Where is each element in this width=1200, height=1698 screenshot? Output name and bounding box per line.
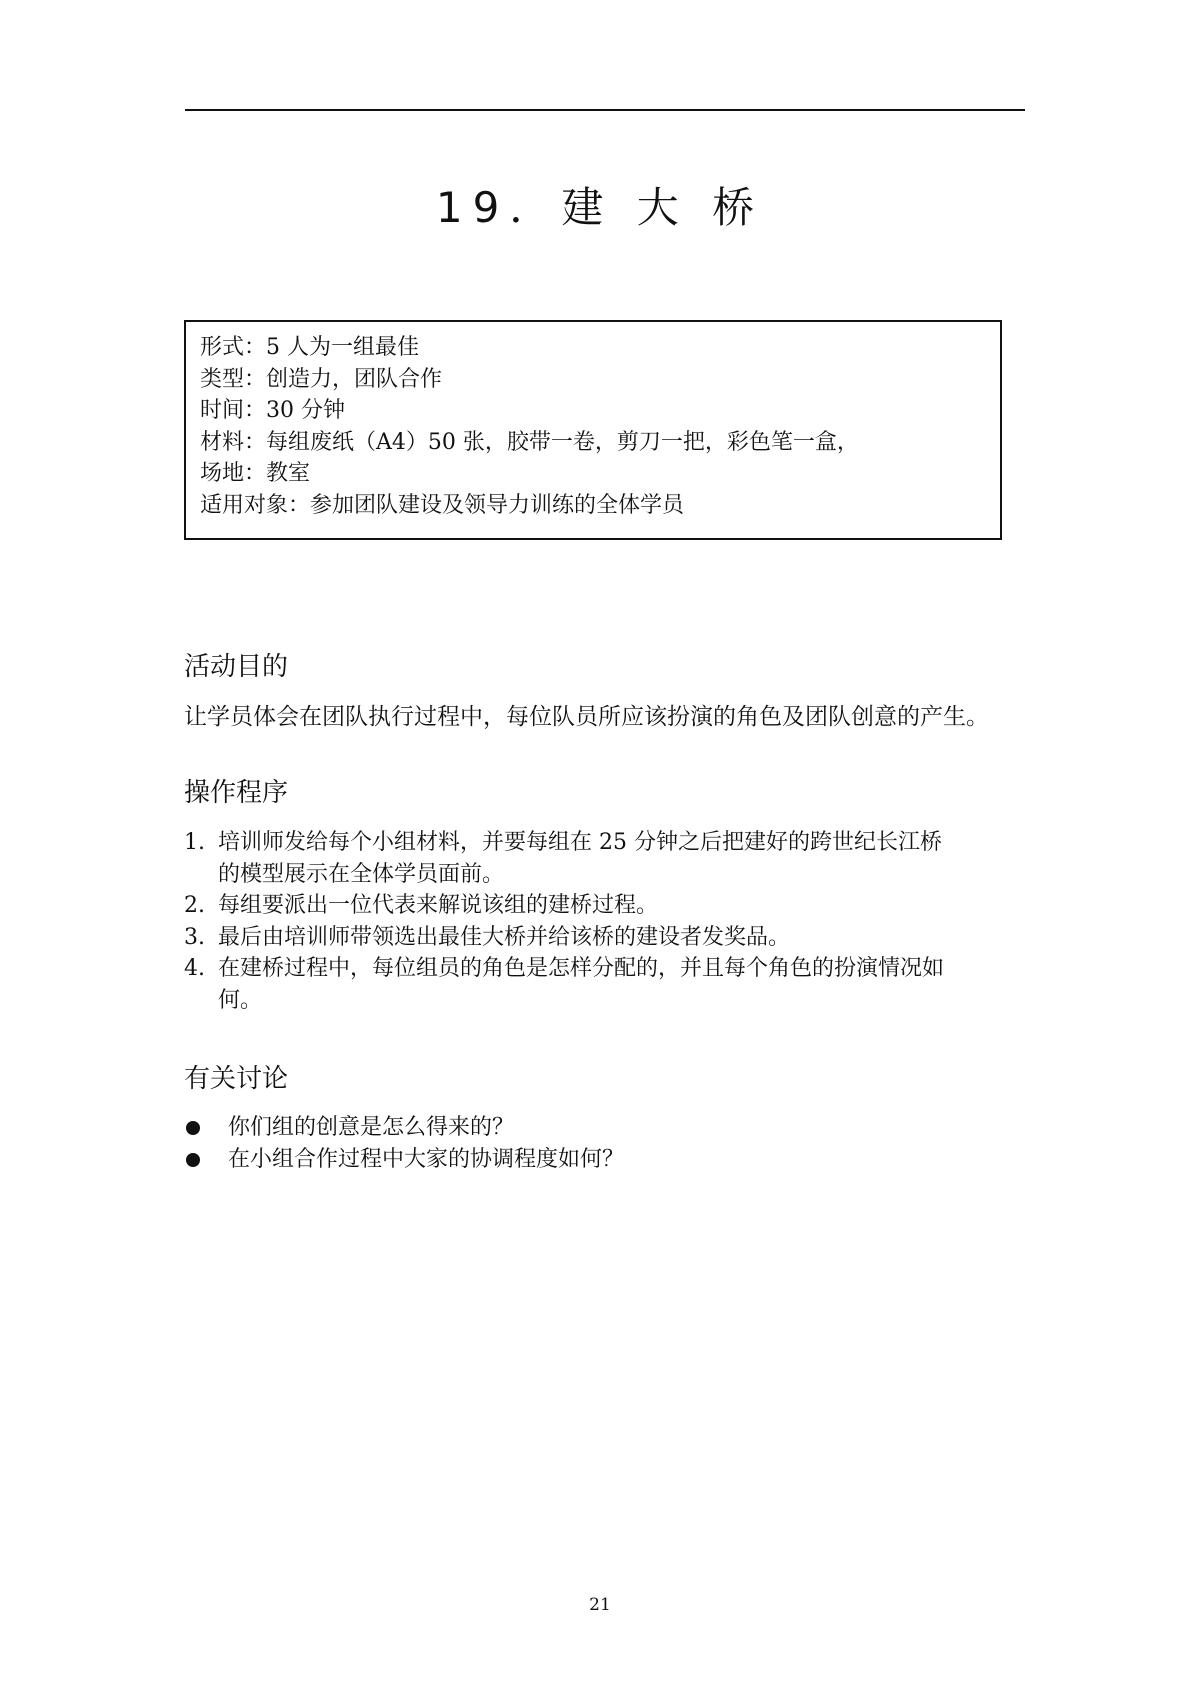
objective-heading: 活动目的	[184, 652, 289, 682]
procedure-steps	[184, 827, 1034, 1016]
procedure-heading: 操作程序	[184, 778, 289, 808]
info-type: 类型：创造力，团队合作	[200, 366, 443, 392]
step-number: 4.	[184, 956, 205, 981]
procedure-step	[184, 890, 1034, 922]
info-venue: 场地：教室	[200, 461, 311, 486]
info-materials: 材料：每组废纸（A4）50 张，胶带一卷，剪刀一把，彩色笔一盒，	[200, 429, 859, 455]
list-item	[184, 1144, 1034, 1176]
activity-info-box	[184, 320, 1002, 540]
page-number: 21	[589, 1595, 611, 1615]
procedure-step	[184, 953, 1034, 1016]
bullet-icon	[186, 1153, 200, 1167]
info-audience: 适用对象：参加团队建设及领导力训练的全体学员	[200, 492, 685, 518]
list-item-text: 在小组合作过程中大家的协调程度如何？	[228, 1146, 625, 1172]
step-number: 2.	[184, 893, 205, 918]
page-title: 19．建 大 桥	[435, 183, 765, 232]
list-item	[184, 1112, 1034, 1144]
objective-text: 让学员体会在团队执行过程中，每位队员所应该扮演的角色及团队创意的产生。	[184, 704, 989, 730]
step-number: 3.	[184, 924, 205, 950]
step-text: 每组要派出一位代表来解说该组的建桥过程。	[218, 893, 659, 918]
bullet-icon	[186, 1121, 200, 1135]
step-text-continued: 的模型展示在全体学员面前。	[218, 861, 505, 887]
discussion-list	[184, 1112, 1034, 1175]
info-format: 形式：5 人为一组最佳	[200, 335, 419, 360]
step-text: 在建桥过程中，每位组员的角色是怎样分配的，并且每个角色的扮演情况如	[218, 956, 945, 981]
step-number: 1.	[184, 830, 205, 855]
procedure-step	[184, 827, 1034, 890]
header-rule	[185, 109, 1025, 111]
step-text: 培训师发给每个小组材料，并要每组在 25 分钟之后把建好的跨世纪长江桥	[218, 830, 942, 855]
list-item-text: 你们组的创意是怎么得来的？	[228, 1115, 515, 1140]
step-text-continued: 何。	[218, 987, 263, 1013]
step-text: 最后由培训师带领选出最佳大桥并给该桥的建设者发奖品。	[218, 924, 791, 950]
procedure-step	[184, 922, 1034, 954]
info-time: 时间：30 分钟	[200, 398, 345, 423]
discussion-heading: 有关讨论	[184, 1064, 289, 1094]
